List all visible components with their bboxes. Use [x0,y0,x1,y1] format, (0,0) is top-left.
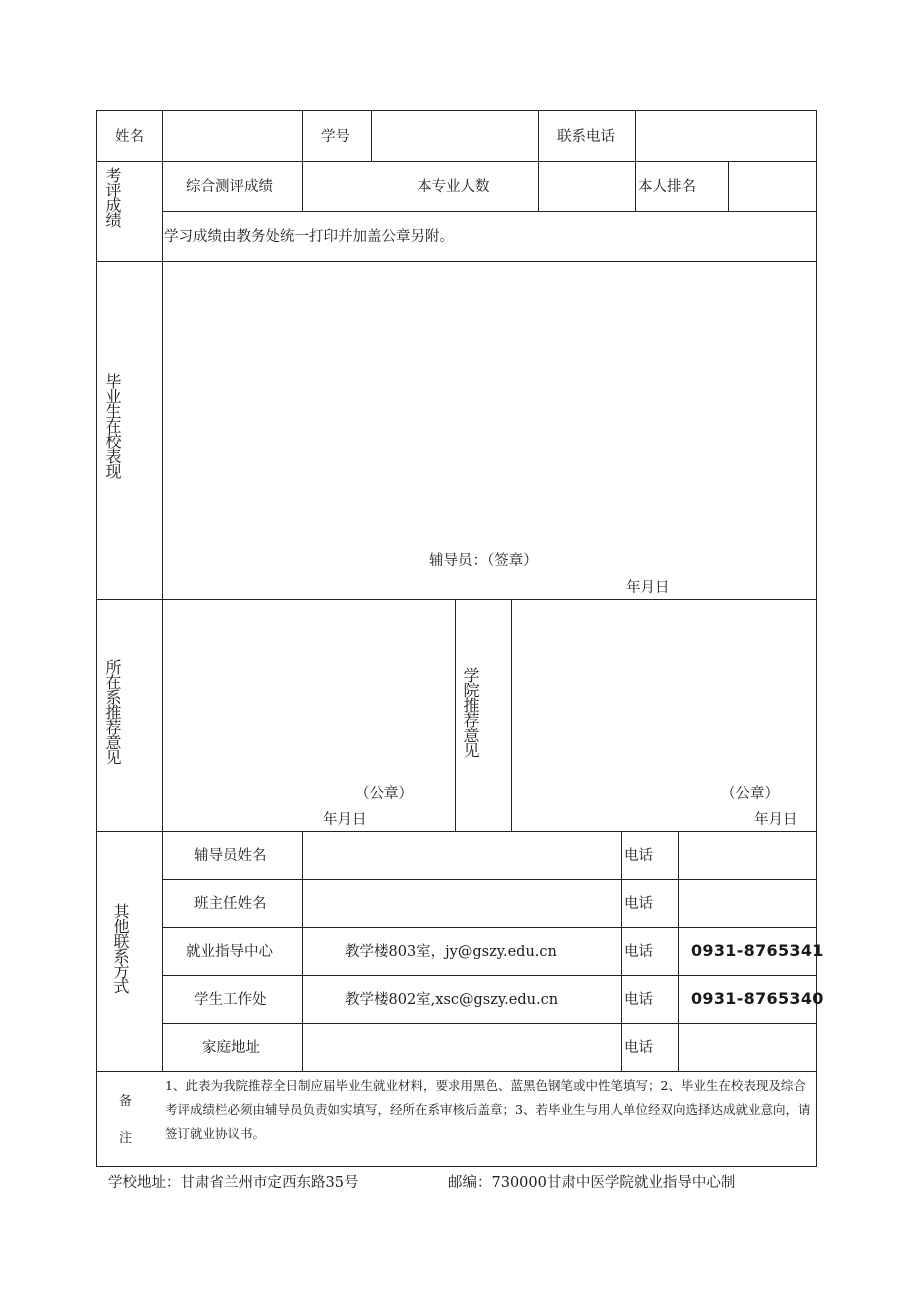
counselor-phone-label: 电话 [624,848,653,864]
student-affairs-label: 学生工作处 [194,992,267,1008]
counselor-name-field[interactable] [303,832,620,878]
head-teacher-phone-field[interactable] [679,880,816,926]
college-recommendation-label: 学院推荐意见 [461,667,480,757]
remarks-label-1: 备 [119,1094,133,1109]
rule [97,1071,817,1072]
performance-field[interactable] [163,262,816,542]
home-address-field[interactable] [303,1024,620,1070]
student-affairs-phone: 0931-8765340 [691,989,824,1008]
rank-field[interactable] [729,162,816,210]
name-field[interactable] [163,112,301,160]
academic-note: 学习成绩由教务处统一打印并加盖公章另附。 [164,229,454,245]
head-teacher-name-label: 班主任姓名 [194,896,267,912]
college-date: 年月日 [754,812,798,828]
home-phone-label: 电话 [624,1040,653,1056]
evaluation-section-label: 考评成绩 [103,167,122,227]
career-center-phone-label: 电话 [624,944,653,960]
student-id-label: 学号 [321,129,350,145]
postcode-and-issuer: 邮编：730000甘肃中医学院就业指导中心制 [448,1175,736,1191]
student-id-field[interactable] [372,112,537,160]
rule [162,927,817,928]
remarks-text: 1、此表为我院推荐全日制应届毕业生就业材料，要求用黑色、蓝黑色钢笔或中性笔填写；2、毕业生在校表现及综合考评成绩栏必须由辅导员负责如实填写，经所在系审核后盖章；3、若毕业生与用人单位经双向选择达成就业意向，请签订就业协议书。 [165,1078,811,1141]
recommendation-form [96,110,824,1167]
rank-label: 本人排名 [638,179,696,195]
college-stamp: （公章） [721,786,779,802]
college-recommendation-field[interactable] [512,600,816,780]
head-teacher-phone-label: 电话 [624,896,653,912]
contacts-section-label: 其他联系方式 [111,903,130,993]
rule [162,975,817,976]
major-count-label: 本专业人数 [417,179,490,195]
phone-field[interactable] [636,112,816,160]
name-label: 姓名 [115,129,144,145]
rule [162,111,163,1071]
performance-section-label: 毕业生在校表现 [103,373,122,478]
composite-score-label: 综合测评成绩 [186,179,273,195]
dept-date: 年月日 [323,812,367,828]
student-affairs-phone-label: 电话 [624,992,653,1008]
dept-recommendation-field[interactable] [163,600,454,780]
counselor-name-label: 辅导员姓名 [194,848,267,864]
remarks-label-2: 注 [119,1131,133,1146]
career-center-phone: 0931-8765341 [691,941,824,960]
rule [97,161,817,162]
student-affairs-info: 教学楼802室,xsc@gszy.edu.cn [345,992,559,1008]
composite-score-field[interactable] [303,162,371,210]
phone-label: 联系电话 [557,129,615,145]
home-address-label: 家庭地址 [202,1040,260,1056]
school-address: 学校地址：甘肃省兰州市定西东路35号 [108,1175,359,1191]
home-phone-field[interactable] [679,1024,816,1070]
rule [455,599,456,831]
performance-date: 年月日 [626,580,670,596]
dept-stamp: （公章） [355,786,413,802]
rule [162,211,817,212]
career-center-label: 就业指导中心 [186,944,273,960]
counselor-signature: 辅导员：（签章） [429,553,538,569]
career-center-info: 教学楼803室，jy@gszy.edu.cn [345,944,557,960]
counselor-phone-field[interactable] [679,832,816,878]
head-teacher-name-field[interactable] [303,880,620,926]
rule [621,831,622,1071]
dept-recommendation-label: 所在系推荐意见 [103,659,122,764]
major-count-field[interactable] [539,162,634,210]
